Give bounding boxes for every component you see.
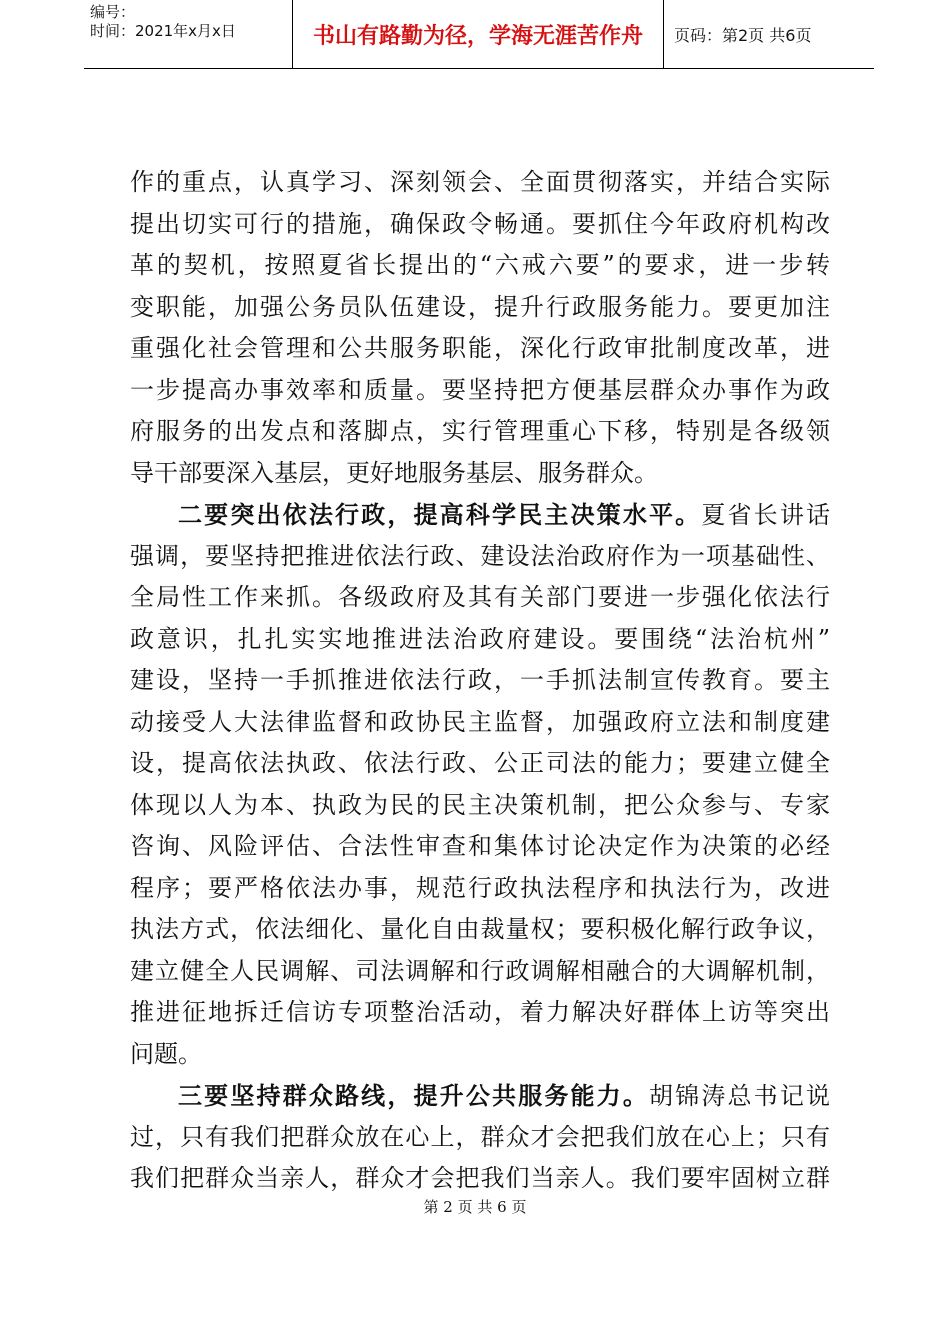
document-body bbox=[130, 162, 830, 1200]
text-line: 体现以人为本、执政为民的民主决策机制，把公众参与、专家 bbox=[130, 790, 830, 819]
paragraph-lead-text: 胡锦涛总书记说 bbox=[649, 1082, 830, 1110]
text-line: 程序；要严格依法办事，规范行政执法程序和执法行为，改进 bbox=[130, 873, 830, 902]
text-line: 作的重点，认真学习、深刻领会、全面贯彻落实，并结合实际 bbox=[130, 168, 830, 196]
paragraph-1 bbox=[130, 162, 830, 494]
text-line: 提出切实可行的措施，确保政令畅通。要抓住今年政府机构改 bbox=[130, 209, 830, 238]
text-line: 一步提高办事效率和质量。要坚持把方便基层群众办事作为政 bbox=[130, 375, 830, 404]
header-page-number: 页码：第2页 共6页 bbox=[674, 25, 812, 45]
text-line: 咨询、风险评估、合法性审查和集体讨论决定作为决策的必经 bbox=[130, 832, 830, 860]
text-line: 导干部要深入基层，更好地服务基层、服务群众。 bbox=[130, 458, 658, 487]
text-line: 强调，要坚持把推进依法行政、建设法治政府作为一项基础性、 bbox=[130, 541, 830, 570]
text-line: 动接受人大法律监督和政协民主监督，加强政府立法和制度建 bbox=[130, 707, 830, 736]
text-line: 问题。 bbox=[130, 1039, 202, 1068]
paragraph-lead-text: 夏省长讲话 bbox=[701, 501, 831, 529]
paragraph-heading: 二要突出依法行政，提高科学民主决策水平。 bbox=[178, 500, 702, 529]
document-number-label: 编号： bbox=[90, 3, 136, 21]
text-line: 执法方式，依法细化、量化自由裁量权；要积极化解行政争议， bbox=[130, 915, 830, 943]
document-date: 时间：2021年x月x日 bbox=[90, 22, 236, 40]
paragraph-2 bbox=[130, 494, 830, 1075]
paragraph-first-line bbox=[130, 1075, 830, 1117]
page-header bbox=[84, 0, 874, 69]
text-line: 变职能，加强公务员队伍建设，提升行政服务能力。要更加注 bbox=[130, 292, 830, 321]
text-line: 推进征地拆迁信访专项整治活动，着力解决好群体上访等突出 bbox=[130, 998, 830, 1026]
text-line: 建立健全人民调解、司法调解和行政调解相融合的大调解机制， bbox=[130, 956, 830, 985]
text-line: 重强化社会管理和公共服务职能，深化行政审批制度改革，进 bbox=[130, 334, 830, 362]
header-motto: 书山有路勤为径，学海无涯苦作舟 bbox=[293, 0, 664, 68]
text-line: 建设，坚持一手抓推进依法行政，一手抓法制宣传教育。要主 bbox=[130, 666, 830, 694]
text-line: 府服务的出发点和落脚点，实行管理重心下移，特别是各级领 bbox=[130, 417, 830, 445]
text-line: 过，只有我们把群众放在心上，群众才会把我们放在心上；只有 bbox=[130, 1122, 830, 1151]
header-meta bbox=[84, 0, 293, 68]
text-line: 我们把群众当亲人，群众才会把我们当亲人。我们要牢固树立群 bbox=[130, 1164, 830, 1192]
text-line: 政意识，扎扎实实地推进法治政府建设。要围绕“法治杭州” bbox=[130, 624, 830, 653]
text-line: 革的契机，按照夏省长提出的“六戒六要”的要求，进一步转 bbox=[130, 251, 830, 279]
paragraph-first-line bbox=[130, 494, 830, 536]
text-line: 全局性工作来抓。各级政府及其有关部门要进一步强化依法行 bbox=[130, 583, 830, 611]
page-footer: 第 2 页 共 6 页 bbox=[423, 1198, 527, 1216]
paragraph-3 bbox=[130, 1075, 830, 1200]
paragraph-heading: 三要坚持群众路线，提升公共服务能力。 bbox=[178, 1081, 649, 1110]
text-line: 设，提高依法执政、依法行政、公正司法的能力；要建立健全 bbox=[130, 749, 830, 777]
